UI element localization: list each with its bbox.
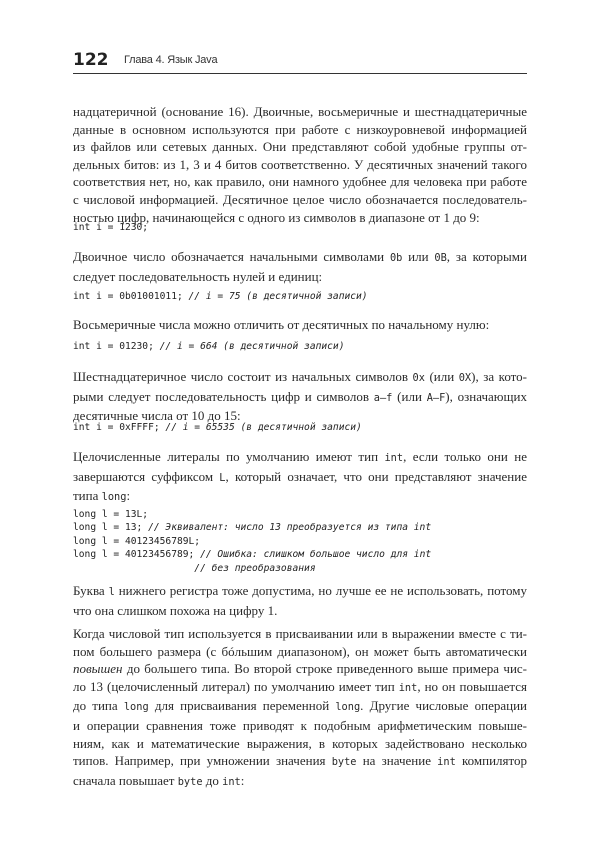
text-run: : (126, 488, 131, 504)
text-run: int i = 1230; (73, 222, 149, 233)
text-line (73, 643, 527, 661)
text-run: ностью цифр, начинающейся с одного из символов в диапазоне от 1 до 9: (73, 209, 480, 225)
text-run: десятичные числа от 10 до 15: (73, 408, 241, 424)
text-run: Буква (73, 583, 109, 598)
text-line (73, 735, 527, 753)
text-run: до большего типа. Во второй строке приведенного выше примера чис- (122, 661, 527, 677)
inline-code: long (101, 491, 127, 504)
paragraph (73, 625, 527, 791)
code-line (73, 221, 527, 234)
text-line (73, 268, 527, 286)
inline-code: int (222, 775, 241, 788)
inline-code: int (384, 452, 404, 464)
inline-code: A–F (426, 391, 446, 404)
text-line (73, 191, 527, 209)
header-rule (73, 73, 527, 74)
text-line (73, 678, 527, 698)
text-run: дельных битов: из 1, 3 и 4 битов соответственно. У десятичных значений такого (73, 156, 527, 172)
text-line (73, 487, 527, 507)
paragraph (73, 448, 527, 507)
inline-code: L (219, 471, 226, 484)
text-line (73, 625, 527, 643)
text-line (73, 103, 527, 121)
code-line (73, 562, 527, 575)
text-line (73, 156, 527, 174)
code-listing (73, 340, 527, 353)
text-run: (или (424, 369, 459, 384)
text-run: и операции сравнения тоже приводят к подобным арифметическим повыше- (73, 717, 527, 733)
inline-code: long (123, 701, 149, 714)
code-comment: // i = 664 (в десятичной записи) (159, 341, 345, 352)
emphasis: повышен (73, 661, 123, 677)
inline-code: 0X (458, 372, 472, 384)
text-line (73, 248, 527, 268)
text-run: Когда числовой тип используется в присваивании или в выражении вместе с ти- (73, 626, 527, 641)
paragraph (73, 316, 527, 334)
code-listing (73, 421, 527, 434)
chapter-title: Глава 4. Язык Java (124, 54, 218, 66)
inline-code: int (437, 756, 456, 769)
text-run: , если только они не (403, 449, 527, 464)
text-line (73, 468, 527, 488)
text-run: надцатеричной (основание 16). Двоичные, восьмеричные и шестнадцатеричные (73, 104, 527, 119)
page-number: 122 (73, 50, 109, 70)
text-run: ло 13 (целочисленный литерал) по умолчанию имеет тип (73, 678, 399, 694)
paragraph (73, 582, 527, 619)
text-run: Восьмеричные числа можно отличить от десятичных по начальному нулю: (73, 317, 490, 332)
text-run: Двоичное число обозначается начальными символами (73, 249, 390, 264)
text-run: ниям, как и математические выражения, в которых задействовано несколько (73, 735, 527, 751)
code-line (73, 521, 527, 534)
text-line (73, 697, 527, 717)
code-line (73, 340, 527, 353)
text-run: . Другие числовые операции (360, 698, 527, 714)
text-run: что она слишком похожа на цифру 1. (73, 602, 278, 618)
text-line (73, 660, 527, 678)
code-line (73, 508, 527, 521)
inline-code: l (108, 586, 115, 598)
text-line (73, 717, 527, 735)
text-run: long l = 40123456789L; (73, 535, 201, 547)
text-run: или (402, 249, 435, 264)
text-run: (или (392, 388, 427, 404)
inline-code: int (398, 681, 418, 694)
text-line (73, 173, 527, 191)
text-run: long l = 13; (73, 522, 149, 534)
text-run: до (202, 772, 223, 788)
text-run: для присваивания переменной (148, 698, 336, 714)
text-run: Шестнадцатеричное число состоит из начальных символов (73, 369, 413, 384)
text-run: Целочисленные литералы по умолчанию имеют тип (73, 449, 385, 464)
text-line (73, 448, 527, 468)
code-comment: // без преобразования (194, 562, 316, 574)
text-run: long l = 13L; (73, 509, 149, 520)
code-comment: // i = 75 (в десятичной записи) (188, 291, 368, 302)
text-run: на значение (356, 753, 438, 769)
code-comment: // Ошибка: слишком большое число для int (200, 549, 432, 561)
text-run: соответствия нет, но, как правило, они намного удобнее для человека при работе (73, 174, 527, 190)
text-run: рыми следует последовательность цифр и символов (73, 388, 374, 404)
text-run: ), за кото- (471, 369, 528, 384)
inline-code: byte (331, 756, 357, 769)
text-line (73, 752, 527, 772)
text-run: из файлов или сетевых данных. Они представляют собой удобные группы от- (73, 139, 527, 155)
code-listing (73, 221, 527, 234)
code-line (73, 548, 527, 561)
inline-code: byte (177, 775, 203, 788)
inline-code: 0B (434, 252, 447, 264)
text-run: следует последовательность нулей и единиц: (73, 268, 323, 284)
text-run: данные в основном используются при работе с низкоуровневой информацией (73, 121, 527, 137)
inline-code: 0x (412, 372, 425, 384)
text-line (73, 316, 527, 334)
text-run: , за которыми (446, 249, 527, 264)
code-line (73, 290, 527, 303)
text-run (73, 563, 194, 574)
inline-code: a–f (373, 391, 393, 404)
text-line (73, 368, 527, 388)
text-line (73, 582, 527, 602)
code-listing (73, 290, 527, 303)
text-run: , который означает, что они представляют значение (225, 468, 527, 484)
code-listing (73, 508, 527, 575)
text-run: int i = 01230; (73, 341, 160, 352)
text-run: с числовой информацией. Десятичное целое число обозначается последователь- (73, 191, 527, 207)
text-line (73, 602, 527, 620)
text-line (73, 138, 527, 156)
text-run: пом большего размера (с бóльшим диапазоном), он может быть автоматически (73, 643, 527, 659)
text-run: , но он повышается (417, 678, 527, 694)
text-run: сначала повышает (73, 772, 178, 788)
code-comment: // Эквивалент: число 13 преобразуется из типа int (148, 522, 432, 534)
code-line (73, 535, 527, 548)
text-run: типа (73, 488, 102, 504)
text-line (73, 388, 527, 408)
text-run: int i = 0b01001011; (73, 291, 189, 302)
text-run: завершаются суффиксом (73, 468, 220, 484)
paragraph (73, 103, 527, 226)
text-run: ), означающих (445, 388, 527, 404)
text-run: типов. Например, при умножении значения (73, 753, 332, 769)
inline-code: 0b (389, 252, 403, 264)
text-line (73, 121, 527, 139)
code-comment: // i = 65535 (в десятичной записи) (165, 422, 362, 433)
text-line (73, 772, 527, 792)
inline-code: long (335, 701, 361, 714)
text-run: int i = 0xFFFF; (73, 422, 166, 433)
text-run: компилятор (455, 753, 528, 769)
text-run: нижнего регистра тоже допустима, но лучше ее не использовать, потому (114, 583, 527, 598)
text-run: : (240, 772, 245, 788)
text-run: long l = 40123456789; (73, 549, 201, 561)
paragraph (73, 248, 527, 285)
code-line (73, 421, 527, 434)
text-run: до типа (73, 698, 124, 714)
paragraph (73, 368, 527, 425)
